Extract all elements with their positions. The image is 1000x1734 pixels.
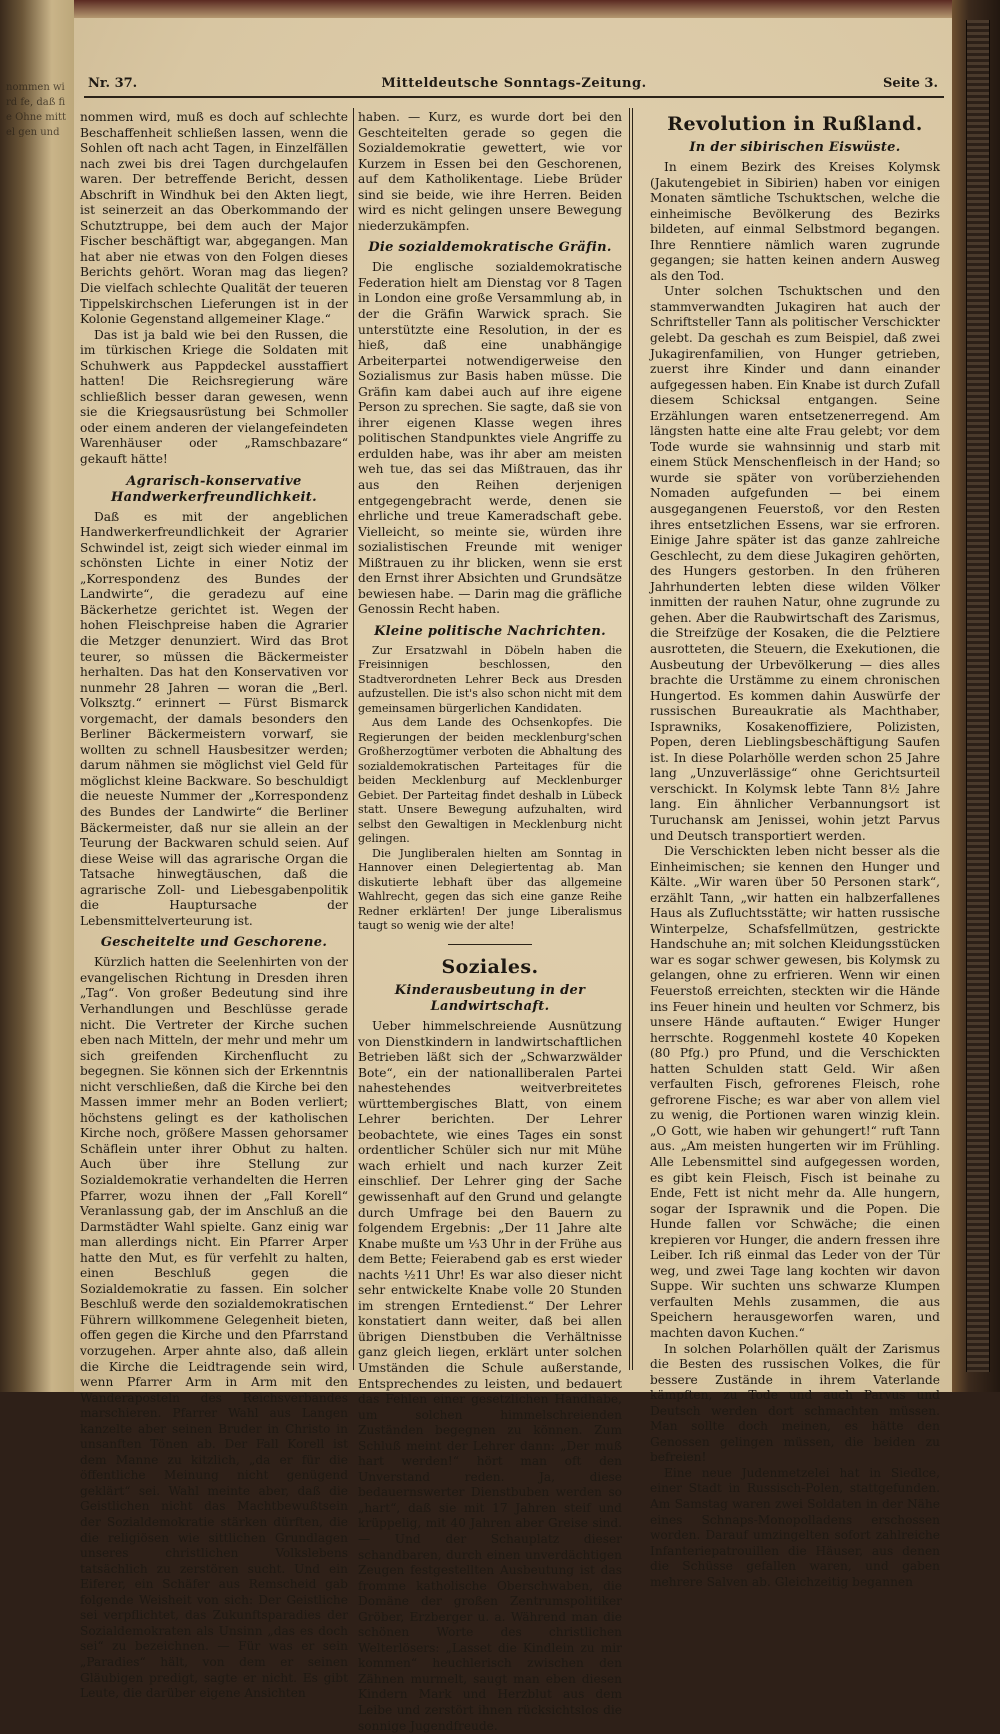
paragraph: nommen wird, muß es doch auf schlechte Beschaffenheit schließen lassen, wenn die Sohlen oft nach acht Tagen, in Einzelfällen nach zwei bis drei Tagen durchgelaufen waren. Der betreffende Bericht, dessen Abschrift in Windhuk bei den Akten liegt, ist seinerzeit an das Oberkommando der Schutztruppe, bei dem auch der Major Fischer beschäftigt war, abgegangen. Man hat aber nie etwas von den Folgen dieses Berichts gehört. Woran mag das liegen? Die vielfach schlechte Qualität der teueren Tippelskirchschen Lieferungen ist in der Kolonie Gegenstand allgemeiner Klage.“ bbox=[80, 110, 348, 327]
paragraph: Die Verschickten leben nicht besser als die Einheimischen; sie kennen den Hunger und Kälte. „Wir waren über 50 Personen stark“, erzählt Tann, „wir hatten ein halbzerfallenes Haus als Zufluchtsstätte; wir hatten russische Winterpelze, Schafsfellmützen, gestrickte Handschuhe an; mit solchen Kleidungsstücken war es sogar schwer gewesen, bis Kolymsk zu gelangen, ohne zu erfrieren. Wenn wir einen Feuerstoß erreichten, steckten wir die Hände ins Feuer hinein und heulten vor Schmerz, bis unsere Hände auftauten.“ Ewiger Hunger herrschte. Roggenmehl kostete 40 Kopeken (80 Pfg.) pro Pfund, und die Verschickten hatten Schulden statt Geld. Wir aßen verfaulten Fisch, gefrorenes Fleisch, rohe gefrorene Fische; es war aber von allem viel zu wenig, die Portionen waren winzig klein. „O Gott, wie haben wir gehungert!“ ruft Tann aus. „Am meisten hungerten wir im Frühling. Alle Lebensmittel sind aufgegessen worden, es gibt kein Fleisch, Fisch ist beinahe zu Ende, Fett ist nicht mehr da. Alle hungern, sogar der Isprawnik und die Popen. Die Hunde fallen vor Schwäche; die einen krepieren vor Hunger, die andern fressen ihre Leiber. Ich riß einmal das Leder von der Tür weg, und zwei Tage lang kochten wir davon Suppe. Wir suchten uns schwarze Klumpen verfaulten Mehls zusammen, die aus Speichern herausgeworfen waren, und machten davon Kuchen.“ bbox=[650, 844, 940, 1341]
section-heading: Revolution in Rußland. bbox=[667, 113, 923, 135]
issue-number: Nr. 37. bbox=[88, 76, 138, 91]
binding-edge bbox=[0, 0, 74, 1392]
paragraph: Daß es mit der angeblichen Handwerkerfreundlichkeit der Agrarier Schwindel ist, zeigt sich wieder einmal im schönsten Lichte in einer Notiz der „Korrespondenz des Bundes der Landwirte“, die geradezu auf eine Bäckerhetze gerichtet ist. Wegen der hohen Fleischpreise haben die Agrarier die Metzger denunziert. Wird das Brot teurer, so müssen die Bäckermeister herhalten. Das hat den Konservativen vor nunmehr 28 Jahren — woran die „Berl. Volksztg.“ erinnert — Fürst Bismarck vorgemacht, der damals besonders den Berliner Bäckermeistern vorwarf, sie wollten zu schnell Hausbesitzer werden; darum nähmen sie möglichst viel Geld für möglichst kleine Backware. So beschuldigt die neueste Nummer der „Korrespondenz des Bundes der Landwirte“ die Berliner Bäckermeister, daß nur sie allein an der Teurung der Backwaren schuld seien. Auf diese Weise will das agrarische Organ die Tatsache hinwegtäuschen, daß die agrarische Zoll- und Liebesgabenpolitik die Hauptursache der Lebensmittelverteurung ist. bbox=[80, 509, 348, 928]
article-heading: Kinderausbeutung in der Landwirtschaft. bbox=[394, 982, 586, 1014]
edge-text: nommen wird fe, daß fie Ohne mittel gen und bbox=[6, 82, 66, 138]
paragraph: haben. — Kurz, es wurde dort bei den Geschteitelten gerade so gegen die Sozialdemokratie gewettert, wie vor Kurzem in Essen bei den Geschorenen, auf dem Katholikentage. Liebe Brüder sind sie beide, wie ihre Herren. Beiden wird es nicht gelingen unsere Bewegung niederzukämpfen. bbox=[358, 110, 622, 233]
paragraph: Kürzlich hatten die Seelenhirten von der evangelischen Richtung in Dresden ihren „Tag“. Von großer Bedeutung sind ihre Verhandlungen und Beschlüsse gerade nicht. Die Vertreter der Kirche suchen eben nach Mitteln, der mehr und mehr um sich greifenden Kirchenflucht zu begegnen. Sie können sich der Erkenntnis nicht verschließen, daß die Kirche bei den Massen immer mehr an Boden verliert; höchstens gelingt es der katholischen Kirche noch, größere Massen gehorsamer Schäflein unter ihrer Obhut zu halten. Auch über ihre Stellung zur Sozialdemokratie verhandelten die Herren Pfarrer, wozu ihnen der „Fall Korell“ Veranlassung gab, der im Anschluß an die Darmstädter Wahl spielte. Ganz einig war man allerdings nicht. Ein Pfarrer Arper hatte den Mut, es für verfehlt zu halten, einen Beschluß gegen die Sozialdemokratie zu fassen. Ein solcher Beschluß werde den sozialdemokratischen Führern willkommene Gelegenheit bieten, offen gegen die Kirche und den Pfarrstand vorzugehen. Arper ahnte also, daß allein die Kirche die Leidtragende sein wird, wenn Pfarrer Arm in Arm mit den Wanderaposteln des Reichsverbandes marschieren. Pfarrer Wahl aus Langen kanzelte aber seinen Bruder in Christo in unsanften Tönen ab. Der Fall Korell ist dem Manne zu kitzlich, „da er für die öffentliche Meinung nicht genügend geklärt“ sei. Wahl meinte aber, daß die Geistlichen nicht das Machtbewußtsein der Sozialdemokratie stärken dürften, die die religiösen wie sittlichen Grundlagen unseres christlichen Volkslebens tatsächlich zu zerstören sucht. Und ein Eiferer, ein Schäfer aus Remscheid gab folgende Weisheit von sich: Der Geistliche sei verpflichtet, das Zukunftsparadies der Sozialdemokraten als Unsinn „das es doch sei“ zu bezeichnen. — Für was er sein „Paradies“ hält, von dem er seinen Gläubigen predigt, sagte er nicht. Es gibt Leute, die darüber eigene Ansichten bbox=[80, 955, 348, 1701]
column-rule bbox=[629, 108, 630, 1370]
news-item: Die Jungliberalen hielten am Sonntag in Hannover einen Delegiertentag ab. Man diskutierte lebhaft über das allgemeine Wahlrecht, gegen das sich eine ganze Reihe Redner erklärten! Der junge Liberalismus taugt so wenig wie der alte! bbox=[358, 846, 622, 933]
news-item: Zur Ersatzwahl in Döbeln haben die Freisinnigen beschlossen, den Stadtverordneten Lehrer Beck aus Dresden aufzustellen. Die ist's also schon nicht mit dem gemeinsamen bürgerlichen Kandidaten. bbox=[358, 643, 622, 715]
paragraph: In einem Bezirk des Kreises Kolymsk (Jakutengebiet in Sibirien) haben vor einigen Monaten sämtliche Tschuktschen, welche die einheimische Bevölkerung des Bezirks bildeten, auf einmal Selbstmord begangen. Ihre Renntiere nämlich waren zugrunde gegangen; sie hatten keinen andern Ausweg als den Tod. bbox=[650, 160, 940, 283]
column-1 bbox=[80, 110, 348, 1701]
spine-stripe bbox=[966, 20, 990, 1372]
paragraph: In solchen Polarhöllen quält der Zarismus die Besten des russischen Volkes, die für bessere Zustände in ihrem Vaterlande kämpften, zu Tode und auch Parvus und Deutsch werden dort schmachten müssen. Man sollte doch meinen, es hätte den Genossen gelingen müssen, die beiden zu befreien! bbox=[650, 1341, 940, 1465]
section-divider bbox=[448, 944, 532, 945]
article-heading: Kleine politische Nachrichten. bbox=[374, 623, 606, 639]
column-rule bbox=[353, 108, 354, 1370]
column-rule bbox=[632, 108, 633, 1370]
page-top-edge bbox=[74, 0, 952, 18]
paragraph: Das ist ja bald wie bei den Russen, die im türkischen Kriege die Soldaten mit Schuhwerk aus Pappdeckel ausstaffiert hatten! Die Reichsregierung wäre schließlich besser daran gewesen, wenn sie die Kriegsausrüstung bei Schmoller oder einem anderen der vielangefeindeten Warenhäuser oder „Ramschbazare“ gekauft hätte! bbox=[80, 327, 348, 467]
page-number: Seite 3. bbox=[883, 76, 938, 91]
column-3 bbox=[650, 110, 940, 1589]
article-heading: In der sibirischen Eiswüste. bbox=[689, 140, 901, 155]
paragraph: Unter solchen Tschuktschen und den stammverwandten Jukagiren hat auch der Schriftsteller Tann als politischer Verschickter gelebt. Da geschah es zum Beispiel, daß zwei Jukagirenfamilien, von Hunger getrieben, zuerst ihre Kinder und dann einander aufgegessen haben. Ein Knabe ist durch Zufall diesem Schicksal entgangen. Seine Erzählungen waren entsetzenerregend. Am längsten hatte eine alte Frau gelebt; vor dem Tode wurde sie wahnsinnig und starb mit einem Stück Menschenfleisch in der Hand; so wurde sie später von vorüberziehenden Nomaden aufgefunden — bei einem ausgegangenen Feuerstoß, vor den Resten ihres entsetzlichen Essens, war sie erfroren. Einige Jahre später ist das ganze zahlreiche Geschlecht, zu dem diese Jukagiren gehörten, des Hungers gestorben. In den früheren Jahrhunderten lebten diese wilden Völker inmitten der rauhen Natur, ohne zugrunde zu gehen. Aber die Raubwirtschaft des Zarismus, die Streifzüge der Kosaken, die die Pelztiere ausrotteten, die Steuern, die Exekutionen, die Ausbeutung der Urbevölkerung — dies alles brachte die Urstämme zu einem chronischen Hungertod. Es kommen dahin Auswürfe der russischen Bureaukratie als Machthaber, Isprawniks, Kosakenoffiziere, Polizisten, Popen, deren Lieblingsbeschäftigung Saufen ist. In diese Polarhölle werden schon 25 Jahre lang „Unzuverlässige“ ohne Gerichtsurteil verschickt. In Kolymsk lebte Tann 8½ Jahre lang. Ein ähnlicher Verbannungsort ist Turuchansk am Jenissei, wohin jetzt Parvus und Deutsch transportiert werden. bbox=[650, 284, 940, 843]
newspaper-title: Mitteldeutsche Sonntags-Zeitung. bbox=[381, 76, 647, 91]
article-heading: Die sozialdemokratische Gräfin. bbox=[368, 240, 612, 256]
newspaper-page bbox=[74, 18, 952, 1733]
page-header bbox=[84, 74, 944, 98]
article-heading: Gescheitelte und Geschorene. bbox=[100, 935, 328, 951]
paragraph: Die englische sozialdemokratische Federation hielt am Dienstag vor 8 Tagen in London eine große Versammlung ab, in der die Gräfin Warwick sprach. Sie unterstützte eine Resolution, in der es hieß, daß eine unabhängige Arbeiterpartei notwendigerweise den Sozialismus zur Basis haben müsse. Die Gräfin kam dabei auch auf ihre eigene Person zu sprechen. Sie sagte, daß sie von ihrer eigenen Klasse wegen ihres politischen Standpunktes viele Angriffe zu erdulden habe, was ihr aber am meisten weh tue, das sei das Mißtrauen, das ihr aus den Reihen derjenigen entgegengebracht werde, denen sie ehrliche und treue Kameradschaft gebe. Vielleicht, so meinte sie, würden ihre sozialistischen Freunde mit weniger Mißtrauen zu ihr blicken, wenn sie erst den Ernst ihrer Absichten und Grundsätze bewiesen habe. — Darin mag die gräfliche Genossin Recht haben. bbox=[358, 260, 622, 617]
column-2 bbox=[358, 110, 622, 1733]
book-spine bbox=[952, 0, 1000, 1392]
paragraph: Ueber himmelschreiende Ausnützung von Dienstkindern in landwirtschaftlichen Betrieben läßt sich der „Schwarzwälder Bote“, ein der nationalliberalen Partei nahestehendes weitverbreitetes württembergisches Blatt, von einem Lehrer berichten. Der Lehrer beobachtete, wie eines Tages ein sonst ordentlicher Schüler sich nur mit Mühe wach erhielt und nach kurzer Zeit einschlief. Der Lehrer ging der Sache gewissenhaft auf den Grund und gelangte durch Umfrage bei den Bauern zu folgendem Ergebnis: „Der 11 Jahre alte Knabe mußte um ⅓3 Uhr in der Frühe aus dem Bette; Feierabend gab es erst wieder nachts ½11 Uhr! Es war also dieser nicht sehr entwickelte Knabe volle 20 Stunden im strengen Erntedienst.“ Der Lehrer konstatiert dann weiter, daß bei allen übrigen Dienstbuben die Verhältnisse ganz gleich liegen, erklärt unter solchen Umständen die Schule außerstande, Entsprechendes zu leisten, und bedauert das Fehlen einer gesetzlichen Handhabe, um solchen himmelschreienden Zuständen begegnen zu können. Zum Schluß meint der Lehrer dann: „Der muß hart werden!“ hört man oft den Unverstand reden. Ja, diese bedauernswerter Dienstbuben werden so „hart“, daß sie mit 17 Jahren steif und krüppelig, mit 40 Jahren aber Greise sind. — Und der Schauplatz dieser schandbaren, durch einen unverdächtigen Zeugen festgestellten Ausbeutung ist das fromme katholische Oberschwaben, die Domäne der großen Zentrumspolitiker Gröber, Erzberger u. a. Während man die schönen Worte des christlichen Welterlösers: „Lasset die Kindlein zu mir kommen“ heuchlerisch zwischen den Zähnen murmelt, saugt man eben diesen Kindern Mark und Herzblut aus dem Leibe und zerstört ihnen rücksichtslos die sonnige Jugendfreude. bbox=[358, 1018, 622, 1733]
section-heading: Soziales. bbox=[441, 955, 539, 978]
article-heading: Agrarisch-konservative Handwerkerfreundlichkeit. bbox=[111, 473, 317, 505]
paragraph: Eine neue Judenmetzelei hat in Siedlce, einer Stadt in Russisch-Polen, stattgefunden. Am Samstag waren zwei Soldaten in der Nähe eines Schnaps-Monopolladens erschossen worden. Darauf umzingelten sofort zahlreiche Infanteriepatrouillen die Häuser, aus denen die Schüsse gefallen waren, und gaben mehrere Salven ab. Gleichzeitig begannen bbox=[650, 1465, 940, 1589]
news-item: Aus dem Lande des Ochsenkopfes. Die Regierungen der beiden mecklenburg'schen Großherzogtümer verboten die Abhaltung des sozialdemokratischen Parteitages für die beiden Mecklenburg auf Mecklenburger Gebiet. Der Parteitag findet deshalb in Lübeck statt. Unsere Bewegung aufzuhalten, wird selbst den Gewaltigen in Mecklenburg nicht gelingen. bbox=[358, 716, 622, 846]
